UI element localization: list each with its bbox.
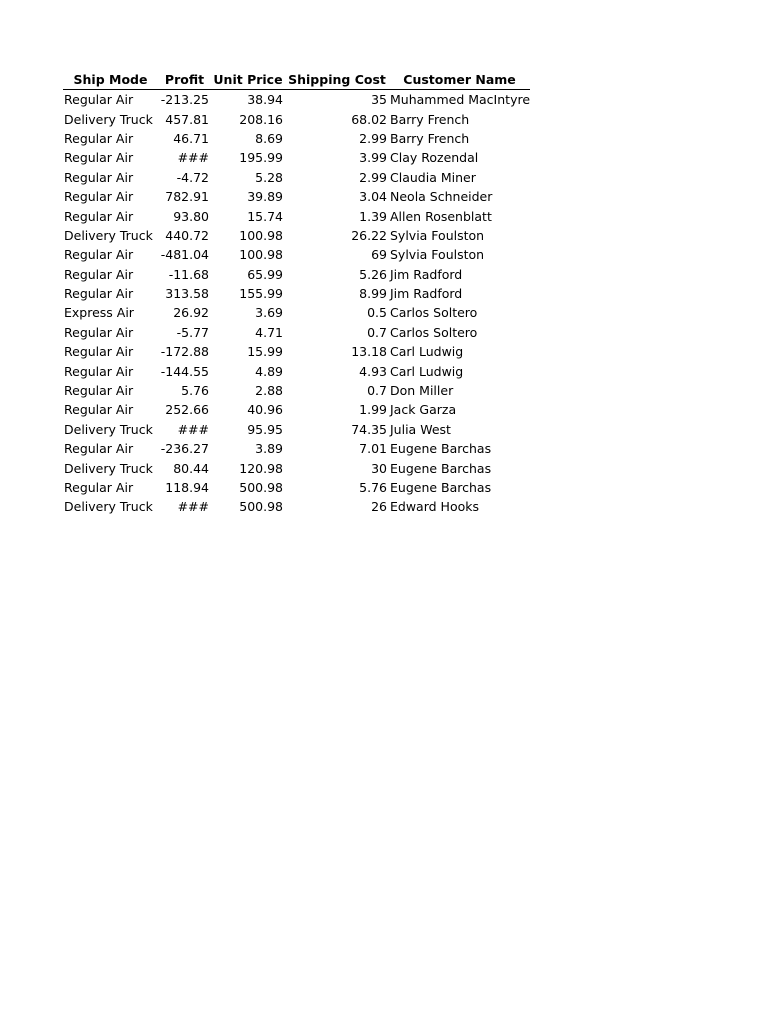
ship-mode-cell: Regular Air (64, 169, 134, 185)
ship-mode-cell: Regular Air (64, 266, 134, 282)
ship-mode-cell: Express Air (64, 305, 134, 321)
shipping-cost-cell: 26 (371, 499, 387, 515)
customer-name-cell: Muhammed MacIntyre (390, 92, 531, 108)
ship-mode-cell: Delivery Truck (64, 421, 153, 437)
unit-price-cell: 500.98 (239, 499, 283, 515)
shipping-cost-cell: 0.7 (367, 383, 387, 399)
table-row (63, 284, 530, 303)
table-row (63, 129, 530, 148)
table-row (63, 361, 530, 380)
profit-cell: 80.44 (173, 460, 209, 476)
ship-mode-cell: Regular Air (64, 344, 134, 360)
profit-cell: 93.80 (173, 208, 209, 224)
customer-name-cell: Neola Schneider (390, 189, 493, 205)
customer-name-cell: Claudia Miner (390, 169, 476, 185)
unit-price-cell: 95.95 (247, 421, 283, 437)
ship-mode-cell: Delivery Truck (64, 111, 153, 127)
ship-mode-cell: Regular Air (64, 363, 134, 379)
profit-cell: -172.88 (160, 344, 209, 360)
table-row (63, 381, 530, 400)
table-row (63, 226, 530, 245)
profit-cell: -213.25 (160, 92, 209, 108)
shipping-cost-cell: 0.7 (367, 324, 387, 340)
table-row (63, 439, 530, 458)
unit-price-cell: 65.99 (247, 266, 283, 282)
table-row (63, 420, 530, 439)
ship-mode-cell: Regular Air (64, 441, 134, 457)
customer-name-cell: Barry French (390, 111, 470, 127)
table-row (63, 90, 530, 110)
customer-name-cell: Eugene Barchas (390, 480, 492, 495)
ship-mode-cell: Regular Air (64, 247, 134, 263)
orders-table (63, 69, 530, 517)
unit-price-cell: 8.69 (255, 130, 283, 146)
unit-price-cell: 2.88 (255, 383, 283, 399)
table-row (63, 245, 530, 264)
customer-name-cell: Edward Hooks (390, 499, 479, 515)
table-row (63, 323, 530, 342)
ship-mode-cell: Regular Air (64, 286, 134, 302)
table-row (63, 342, 530, 361)
profit-cell: 118.94 (165, 480, 209, 495)
shipping-cost-cell: 8.99 (359, 286, 387, 302)
customer-name-cell: Don Miller (390, 383, 454, 399)
shipping-cost-cell: 13.18 (351, 344, 387, 360)
shipping-cost-cell: 4.93 (359, 363, 387, 379)
shipping-cost-cell: 3.99 (359, 150, 387, 166)
profit-cell: ### (177, 421, 209, 437)
customer-name-cell: Sylvia Foulston (390, 247, 485, 263)
ship-mode-cell: Regular Air (64, 189, 134, 205)
table-row (63, 458, 530, 477)
profit-cell: ### (177, 150, 209, 166)
table-row (63, 168, 530, 187)
customer-name-cell: Carlos Soltero (390, 305, 478, 321)
shipping-cost-cell: 26.22 (351, 227, 387, 243)
ship-mode-cell: Regular Air (64, 150, 134, 166)
unit-price-cell: 40.96 (247, 402, 283, 418)
shipping-cost-cell: 5.76 (359, 480, 387, 495)
profit-cell: 5.76 (181, 383, 209, 399)
ship-mode-cell: Delivery Truck (64, 499, 153, 515)
unit-price-cell: 155.99 (239, 286, 283, 302)
ship-mode-cell: Regular Air (64, 383, 134, 399)
customer-name-cell: Jack Garza (390, 402, 457, 418)
customer-name-cell: Barry French (390, 130, 470, 146)
shipping-cost-cell: 3.04 (359, 189, 387, 205)
header-unit-price: Unit Price (211, 69, 285, 90)
customer-name-cell: Carl Ludwig (390, 363, 464, 379)
unit-price-cell: 208.16 (239, 111, 283, 127)
shipping-cost-cell: 35 (371, 92, 387, 108)
customer-name-cell: Clay Rozendal (390, 150, 479, 166)
shipping-cost-cell: 74.35 (351, 421, 387, 437)
profit-cell: 46.71 (173, 130, 209, 146)
unit-price-cell: 195.99 (239, 150, 283, 166)
table-row (63, 303, 530, 322)
unit-price-cell: 4.89 (255, 363, 283, 379)
unit-price-cell: 100.98 (239, 227, 283, 243)
customer-name-cell: Sylvia Foulston (390, 227, 485, 243)
profit-cell: 313.58 (165, 286, 209, 302)
unit-price-cell: 120.98 (239, 460, 283, 476)
unit-price-cell: 4.71 (255, 324, 283, 340)
ship-mode-cell: Delivery Truck (64, 460, 153, 476)
header-customer-name: Customer Name (389, 69, 530, 90)
shipping-cost-cell: 30 (371, 460, 387, 476)
unit-price-cell: 5.28 (255, 169, 283, 185)
profit-cell: -4.72 (176, 169, 209, 185)
shipping-cost-cell: 5.26 (359, 266, 387, 282)
profit-cell: 252.66 (165, 402, 209, 418)
profit-cell: -236.27 (160, 441, 209, 457)
shipping-cost-cell: 0.5 (367, 305, 387, 321)
ship-mode-cell: Regular Air (64, 480, 134, 495)
table-row (63, 206, 530, 225)
shipping-cost-cell: 7.01 (359, 441, 387, 457)
profit-cell: 782.91 (165, 189, 209, 205)
customer-name-cell: Julia West (390, 421, 451, 437)
ship-mode-cell: Regular Air (64, 324, 134, 340)
header-profit: Profit (158, 69, 211, 90)
header-row (63, 69, 530, 90)
ship-mode-cell: Regular Air (64, 92, 134, 108)
ship-mode-cell: Regular Air (64, 208, 134, 224)
customer-name-cell: Eugene Barchas (390, 460, 492, 476)
table-row (63, 148, 530, 167)
unit-price-cell: 15.99 (247, 344, 283, 360)
table-row (63, 478, 530, 497)
unit-price-cell: 3.69 (255, 305, 283, 321)
profit-cell: ### (177, 499, 209, 515)
customer-name-cell: Jim Radford (390, 286, 463, 302)
ship-mode-cell: Regular Air (64, 402, 134, 418)
shipping-cost-cell: 69 (371, 247, 387, 263)
shipping-cost-cell: 2.99 (359, 169, 387, 185)
profit-cell: 457.81 (165, 111, 209, 127)
shipping-cost-cell: 1.39 (359, 208, 387, 224)
customer-name-cell: Carlos Soltero (390, 324, 478, 340)
profit-cell: -144.55 (160, 363, 209, 379)
unit-price-cell: 15.74 (247, 208, 283, 224)
profit-cell: -481.04 (160, 247, 209, 263)
profit-cell: 440.72 (165, 227, 209, 243)
shipping-cost-cell: 1.99 (359, 402, 387, 418)
shipping-cost-cell: 68.02 (351, 111, 387, 127)
profit-cell: -5.77 (176, 324, 209, 340)
table-row (63, 265, 530, 284)
spreadsheet-page (63, 69, 530, 517)
table-body (63, 90, 530, 517)
customer-name-cell: Eugene Barchas (390, 441, 492, 457)
header-ship-mode: Ship Mode (63, 69, 158, 90)
unit-price-cell: 38.94 (247, 92, 283, 108)
customer-name-cell: Carl Ludwig (390, 344, 464, 360)
header-shipping-cost: Shipping Cost (285, 69, 389, 90)
ship-mode-cell: Regular Air (64, 130, 134, 146)
unit-price-cell: 500.98 (239, 480, 283, 495)
profit-cell: -11.68 (168, 266, 209, 282)
table-row (63, 400, 530, 419)
unit-price-cell: 100.98 (239, 247, 283, 263)
customer-name-cell: Jim Radford (390, 266, 463, 282)
unit-price-cell: 3.89 (255, 441, 283, 457)
table-row (63, 109, 530, 128)
shipping-cost-cell: 2.99 (359, 130, 387, 146)
customer-name-cell: Allen Rosenblatt (390, 208, 492, 224)
unit-price-cell: 39.89 (247, 189, 283, 205)
ship-mode-cell: Delivery Truck (64, 227, 153, 243)
table-row (63, 187, 530, 206)
profit-cell: 26.92 (173, 305, 209, 321)
table-row (63, 497, 530, 516)
